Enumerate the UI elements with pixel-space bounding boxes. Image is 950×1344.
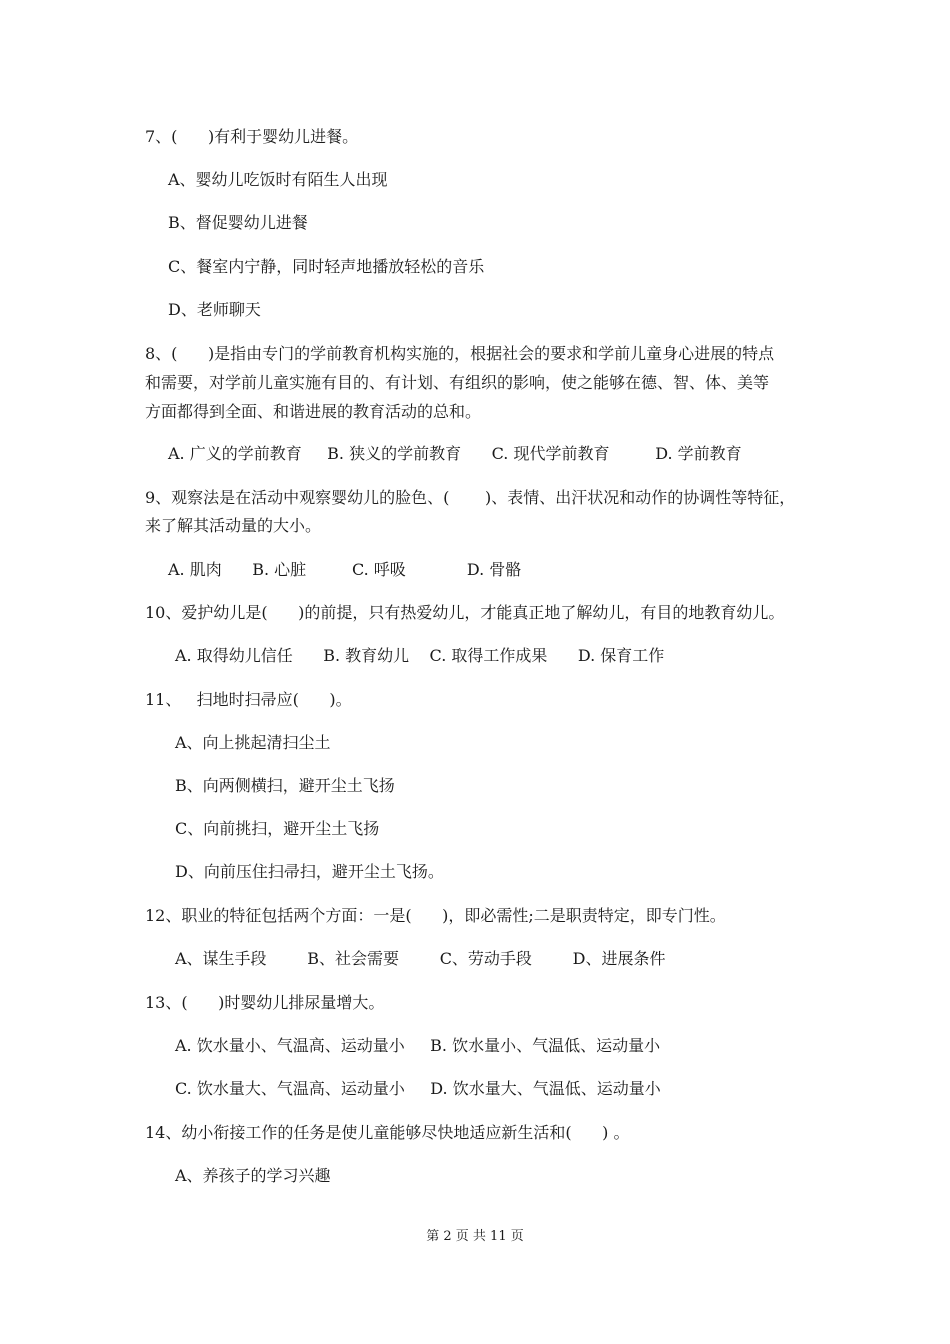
question-9-options: A. 肌肉 B. 心脏 C. 呼吸 D. 骨骼 [168,560,522,579]
question-9-text-line-2: 来了解其活动量的大小。 [145,516,322,535]
question-13-text: 13、( )时婴幼儿排尿量增大。 [145,993,385,1012]
question-11-option-d: D、向前压住扫帚扫，避开尘土飞扬。 [175,862,444,881]
question-13-options-line-1: A. 饮水量小、气温高、运动量小 B. 饮水量小、气温低、运动量小 [175,1036,661,1055]
question-7-text: 7、( )有利于婴幼儿进餐。 [145,127,359,146]
question-7-option-a: A、婴幼儿吃饭时有陌生人出现 [168,170,388,189]
question-11-option-b: B、向两侧横扫，避开尘土飞扬 [175,776,395,795]
question-11-text: 11、 扫地时扫帚应( )。 [145,690,352,709]
question-14-text: 14、幼小衔接工作的任务是使儿童能够尽快地适应新生活和( ) 。 [145,1123,630,1142]
question-11-option-c: C、向前挑扫，避开尘土飞扬 [175,819,380,838]
question-8-text-line-2: 和需要，对学前儿童实施有目的、有计划、有组织的影响，使之能够在德、智、体、美等 [145,373,770,392]
question-9-text-line-1: 9、观察法是在活动中观察婴幼儿的脸色、( )、表情、出汗状况和动作的协调性等特征， [145,488,796,507]
question-8-options: A. 广义的学前教育 B. 狭义的学前教育 C. 现代学前教育 D. 学前教育 [168,444,742,463]
page-number-footer: 第 2 页 共 11 页 [426,1229,524,1244]
question-8-text-line-1: 8、( )是指由专门的学前教育机构实施的，根据社会的要求和学前儿童身心进展的特点 [145,344,775,363]
question-12-options: A、谋生手段 B、社会需要 C、劳动手段 D、进展条件 [175,949,666,968]
question-7-option-c: C、餐室内宁静，同时轻声地播放轻松的音乐 [168,257,485,276]
question-12-text: 12、职业的特征包括两个方面：一是( )，即必需性;二是职责特定，即专门性。 [145,906,726,925]
question-8-text-line-3: 方面都得到全面、和谐进展的教育活动的总和。 [145,402,482,421]
question-13-options-line-2: C. 饮水量大、气温高、运动量小 D. 饮水量大、气温低、运动量小 [175,1079,661,1098]
question-14-option-a: A、养孩子的学习兴趣 [175,1166,331,1185]
question-7-option-b: B、督促婴幼儿进餐 [168,213,308,232]
question-10-text: 10、爱护幼儿是( )的前提，只有热爱幼儿，才能真正地了解幼儿，有目的地教育幼儿。 [145,603,785,622]
question-10-options: A. 取得幼儿信任 B. 教育幼儿 C. 取得工作成果 D. 保育工作 [175,646,665,665]
question-7-option-d: D、老师聊天 [168,300,261,319]
question-11-option-a: A、向上挑起清扫尘土 [175,733,331,752]
